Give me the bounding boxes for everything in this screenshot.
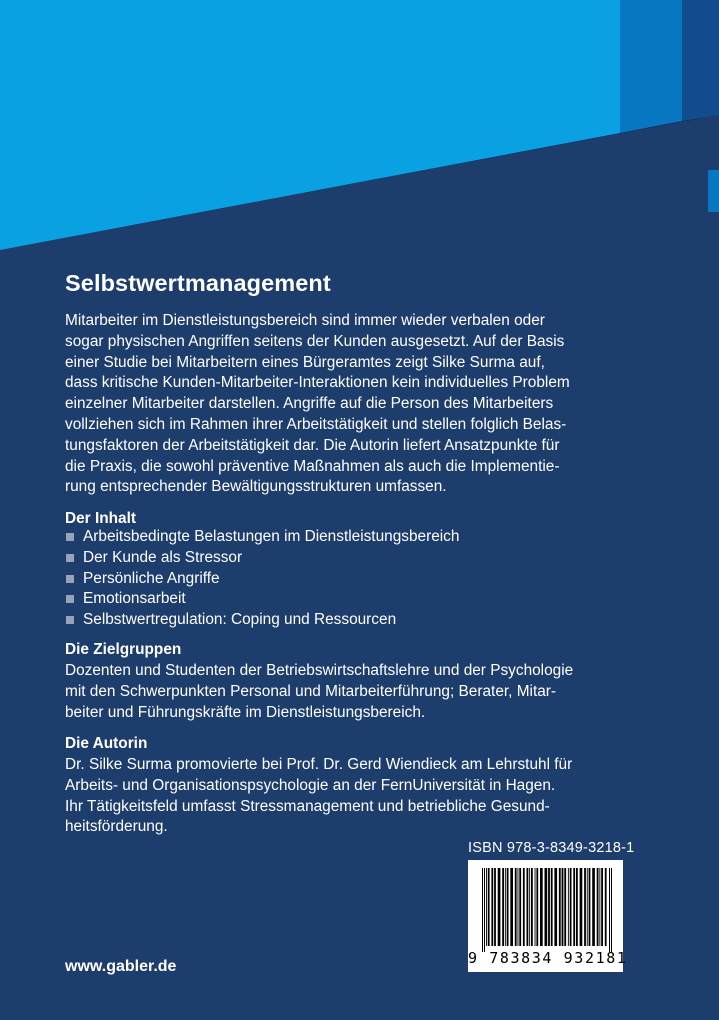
barcode-bar: [498, 868, 501, 946]
barcode-bar: [599, 868, 600, 946]
barcode-bar: [580, 868, 583, 946]
barcode-bar: [494, 868, 496, 946]
barcode-bar: [554, 868, 557, 946]
barcode-bar: [519, 868, 521, 946]
spine-tab: [708, 170, 719, 212]
mid-blue-band: [620, 0, 682, 133]
barcode-bar: [589, 868, 591, 946]
barcode-bar: [507, 868, 509, 946]
barcode-bar: [518, 868, 519, 946]
barcode-bar: [551, 868, 553, 946]
book-title: Selbstwertmanagement: [65, 270, 331, 296]
barcode-bar: [531, 868, 533, 946]
barcode-bar: [536, 868, 538, 946]
barcode-bar: [576, 868, 578, 946]
barcode-bar: [510, 868, 513, 946]
publisher-url[interactable]: www.gabler.de: [65, 958, 177, 975]
inhalt-list: [65, 527, 459, 631]
dark-blue-corner: [682, 0, 719, 121]
barcode-bar: [505, 868, 506, 946]
barcode-bar: [568, 868, 569, 946]
barcode-digits: 9 783834 932181: [468, 949, 628, 967]
autorin-paragraph: Dr. Silke Surma promovierte bei Prof. Dr. Gerd Wiendieck am Lehrstuhl für Arbeits- und Organisationspsychologie an der FernUniversität in Hagen. Ihr Tätigkeitsfeld umfasst Stressmanagement und betriebliche Gesund- heitsförderung.: [65, 756, 573, 836]
list-item: Selbstwertregulation: Coping und Ressourcen: [65, 610, 459, 631]
barcode-bar: [592, 868, 595, 946]
list-item: Persönliche Angriffe: [65, 569, 459, 590]
bullet-square-icon: [66, 533, 74, 541]
zielgruppen-paragraph: Dozenten und Studenten der Betriebswirtschaftslehre und der Psychologie mit den Schwerpunkten Personal und Mitarbeiterführung; Berater, Mitar- beiter und Führungskräfte im Dienstleistungsbereich.: [65, 662, 574, 721]
section-heading-zielgruppen: Die Zielgruppen: [65, 641, 182, 658]
section-heading-inhalt: Der Inhalt: [65, 510, 136, 527]
barcode-bar: [523, 868, 525, 946]
isbn-label: ISBN 978-3-8349-3218-1: [468, 840, 635, 856]
barcode-guard-bar: [484, 868, 485, 952]
intro-paragraph: Mitarbeiter im Dienstleistungsbereich sind immer wieder verbalen oder sogar physischen Angriffen seitens der Kunden ausgesetzt. Auf der Basis einer Studie bei Mitarbeitern eines Bürgeramtes zeigt Silke Surma auf, dass kritische Kunden-Mitarbeiter-Interaktionen kein individuelles Problem einzelner Mitarbeiter darstellen. Angriffe auf die Person des Mitarbeiters vollziehen sich im Rahmen ihrer Arbeitstätigkeit und stellen folglich Belas- tungsfaktoren der Arbeitstätigkeit dar. Die Autorin liefert Ansatzpunkte für die Praxis, die sowohl präventive Maßnahmen als auch die Implementie- rung entsprechender Bewältigungsstrukturen umfassen.: [65, 312, 570, 496]
barcode: [468, 860, 628, 972]
barcode-bar: [587, 868, 588, 946]
barcode-bar: [570, 868, 572, 946]
bullet-square-icon: [66, 595, 74, 603]
barcode-guard-bar: [611, 868, 612, 952]
barcode-bar: [486, 868, 487, 946]
barcode-bar: [540, 868, 543, 946]
barcode-guard-bar: [609, 868, 610, 952]
barcode-bar: [584, 868, 586, 946]
bullet-square-icon: [66, 575, 74, 583]
barcode-guard-bar: [482, 868, 483, 952]
barcode-bar: [564, 868, 566, 946]
bullet-square-icon: [66, 616, 74, 624]
barcode-bar: [527, 868, 529, 946]
list-item: Der Kunde als Stressor: [65, 548, 459, 569]
bullet-square-icon: [66, 554, 74, 562]
barcode-bar: [515, 868, 517, 946]
barcode-bar: [529, 868, 530, 946]
list-item: Arbeitsbedingte Belastungen im Dienstleistungsbereich: [65, 527, 459, 548]
barcode-bar: [601, 868, 603, 946]
barcode-bar: [502, 868, 504, 946]
barcode-bar: [559, 868, 561, 946]
barcode-bar: [597, 868, 599, 946]
barcode-bar: [545, 868, 548, 946]
barcode-bar: [605, 868, 607, 946]
barcode-bar: [548, 868, 550, 946]
section-heading-autorin: Die Autorin: [65, 735, 148, 752]
barcode-bar: [562, 868, 564, 946]
barcode-bar: [535, 868, 536, 946]
barcode-bar: [573, 868, 575, 946]
barcode-bar: [491, 868, 493, 946]
list-item: Emotionsarbeit: [65, 589, 459, 610]
barcode-bar: [488, 868, 490, 946]
